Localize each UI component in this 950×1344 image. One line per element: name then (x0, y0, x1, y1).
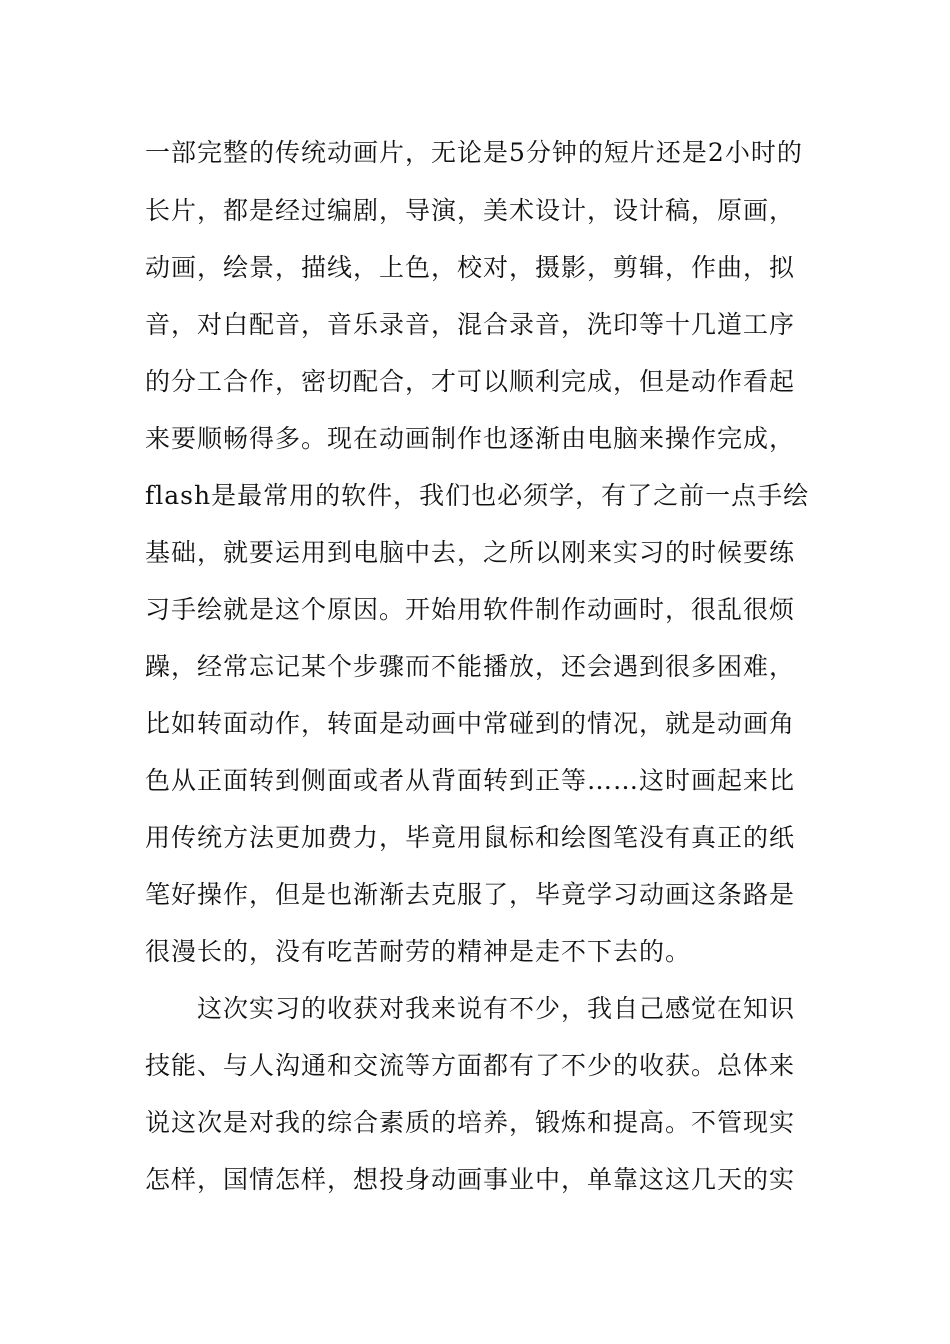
text-line: flash是最常用的软件，我们也必须学，有了之前一点手绘 (145, 481, 810, 510)
text-line: 习手绘就是这个原因。开始用软件制作动画时，很乱很烦 (145, 595, 796, 624)
text-line: 色从正面转到侧面或者从背面转到正等……这时画起来比 (145, 766, 796, 795)
text-line: 比如转面动作，转面是动画中常碰到的情况，就是动画角 (145, 709, 796, 738)
text-line: 笔好操作，但是也渐渐去克服了，毕竟学习动画这条路是 (145, 880, 796, 909)
text-line: 技能、与人沟通和交流等方面都有了不少的收获。总体来 (145, 1051, 796, 1080)
text-line: 动画，绘景，描线，上色，校对，摄影，剪辑，作曲，拟 (145, 253, 796, 282)
text-line: 长片，都是经过编剧，导演，美术设计，设计稿，原画， (145, 196, 796, 225)
text-line: 躁，经常忘记某个步骤而不能播放，还会遇到很多困难， (145, 652, 796, 681)
text-line: 这次实习的收获对我来说有不少，我自己感觉在知识 (197, 994, 796, 1023)
text-line: 说这次是对我的综合素质的培养，锻炼和提高。不管现实 (145, 1108, 796, 1137)
text-line: 一部完整的传统动画片，无论是5分钟的短片还是2小时的 (145, 138, 803, 167)
text-line: 的分工合作，密切配合，才可以顺利完成，但是动作看起 (145, 367, 796, 396)
text-line: 怎样，国情怎样，想投身动画事业中，单靠这这几天的实 (145, 1165, 796, 1194)
text-line: 来要顺畅得多。现在动画制作也逐渐由电脑来操作完成， (145, 424, 796, 453)
text-line: 音，对白配音，音乐录音，混合录音，洗印等十几道工序 (145, 310, 796, 339)
text-line: 很漫长的，没有吃苦耐劳的精神是走不下去的。 (145, 937, 692, 966)
text-line: 用传统方法更加费力，毕竟用鼠标和绘图笔没有真正的纸 (145, 823, 796, 852)
text-line: 基础，就要运用到电脑中去，之所以刚来实习的时候要练 (145, 538, 796, 567)
